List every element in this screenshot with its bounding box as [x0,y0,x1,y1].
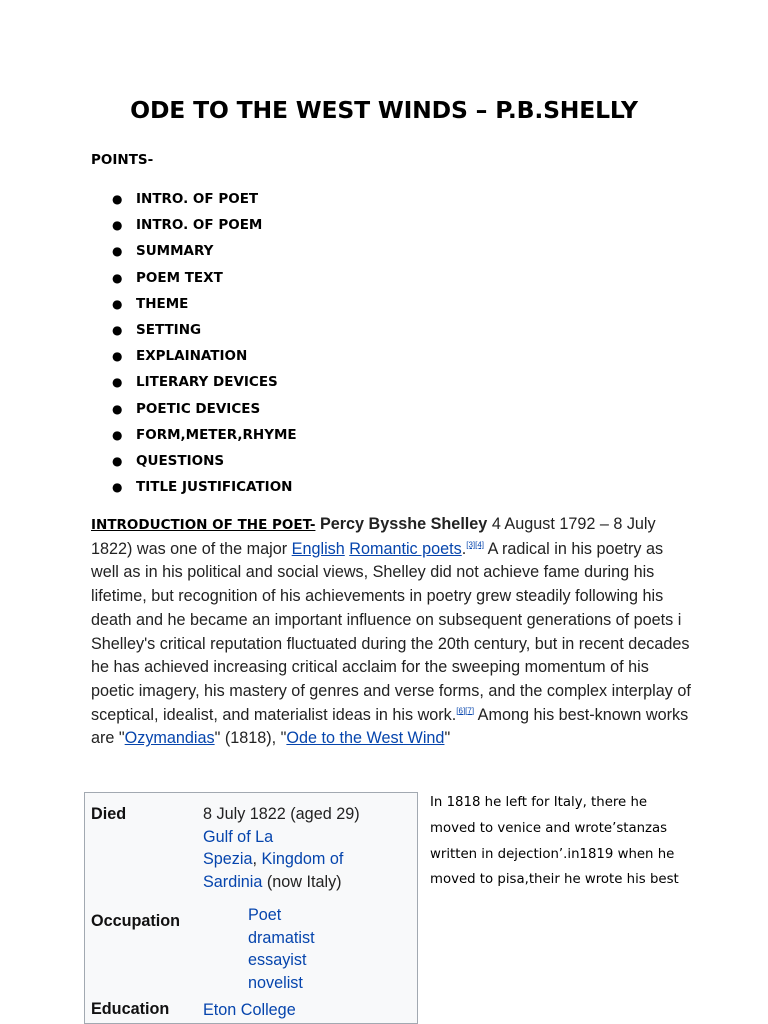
occupation-list [248,904,398,994]
link-ozymandias[interactable]: Ozymandias [124,729,215,748]
died-value: 8 July 1822 (aged 29) Gulf of La Spezia, Kingdom of Sardinia (now Italy) [203,803,403,893]
link-english[interactable]: English [291,539,345,558]
link-sardinia[interactable]: Sardinia [203,872,263,891]
list-item: ● QUESTIONS [0,448,297,474]
bullet-icon: ● [112,270,123,285]
list-item: ● EXPLAINATION [0,343,297,369]
list-item: ● POETIC DEVICES [0,396,297,422]
education-label: Education [91,1000,170,1018]
list-item: ● SUMMARY [0,238,297,264]
bullet-icon: ● [112,192,123,206]
occupation-item[interactable]: dramatist [248,928,315,947]
bullet-icon: ● [112,322,123,337]
infobox [84,792,418,1024]
intro-heading: INTRODUCTION OF THE POET- [91,517,316,533]
list-item: ● FORM,METER,RHYME [0,422,297,448]
list-item: ● LITERARY DEVICES [0,369,297,395]
list-item: ● POEM TEXT [0,265,297,291]
bullet-icon: ● [112,244,123,259]
bullet-icon: ● [112,480,123,495]
side-paragraph: In 1818 he left for Italy, there he moved to venice and wrote’stanzas written in dejection’.in1819 when he moved to pisa,their he wrote his best [430,795,679,888]
bullet-icon: ● [112,218,123,233]
list-item: ● TITLE JUSTIFICATION [0,474,297,500]
occupation-item[interactable]: novelist [248,973,303,992]
bullet-icon: ● [112,349,123,364]
bullet-icon: ● [112,401,123,416]
list-item: ● SETTING [0,317,297,343]
poet-name: Percy Bysshe Shelley [319,515,488,533]
page-title: ODE TO THE WEST WINDS – P.B.SHELLY [130,96,638,124]
link-romantic-poets[interactable]: Romantic poets [349,539,462,558]
bullet-icon: ● [112,427,123,442]
link-eton-college[interactable]: Eton College [203,1001,296,1019]
link-ode-to-the-west-wind[interactable]: Ode to the West Wind [286,729,445,748]
occupation-item[interactable]: essayist [248,951,307,969]
died-date: 8 July 1822 (aged 29) [203,805,360,823]
bullet-icon: ● [112,375,123,390]
occupation-item[interactable]: Poet [248,906,282,924]
link-gulf-of-la-spezia[interactable]: Gulf of La [203,827,274,846]
occupation-label: Occupation [91,912,181,930]
list-item: ● THEME [0,291,297,317]
died-label: Died [91,805,127,823]
poet-introduction: INTRODUCTION OF THE POET- Percy Bysshe Shelley 4 August 1792 – 8 July 1822) was one of the major English Romantic poets.[3][4] A radical in his poetry as well as in his political and social views, Shelley did not achieve fame during his lifetime, but recognition of his achievements in poetry grew steadily following his death and he became an important influence on subsequent generations of poets i Shelley's critical reputation fluctuated during the 20th century, but in recent decades he has achieved increasing critical acclaim for the sweeping momentum of his poetic imagery, his mastery of genres and verse forms, and the complex interplay of sceptical, idealist, and materialist ideas in his work.[6][7] Among his best-known works are "Ozymandias" (1818), "Ode to the West Wind" [91,515,691,748]
bullet-icon: ● [112,453,123,468]
points-label: POINTS- [91,152,154,168]
link-kingdom-of-sardinia[interactable]: Kingdom of [261,850,344,868]
list-item: ● INTRO. OF POET [0,186,297,212]
bullet-icon: ● [112,296,123,311]
points-list [0,186,297,500]
reference-link[interactable]: [3][4] [466,540,485,550]
list-item: ● INTRO. OF POEM [0,212,297,238]
link-spezia[interactable]: Spezia [203,850,253,868]
reference-link[interactable]: [6][7] [456,706,475,716]
